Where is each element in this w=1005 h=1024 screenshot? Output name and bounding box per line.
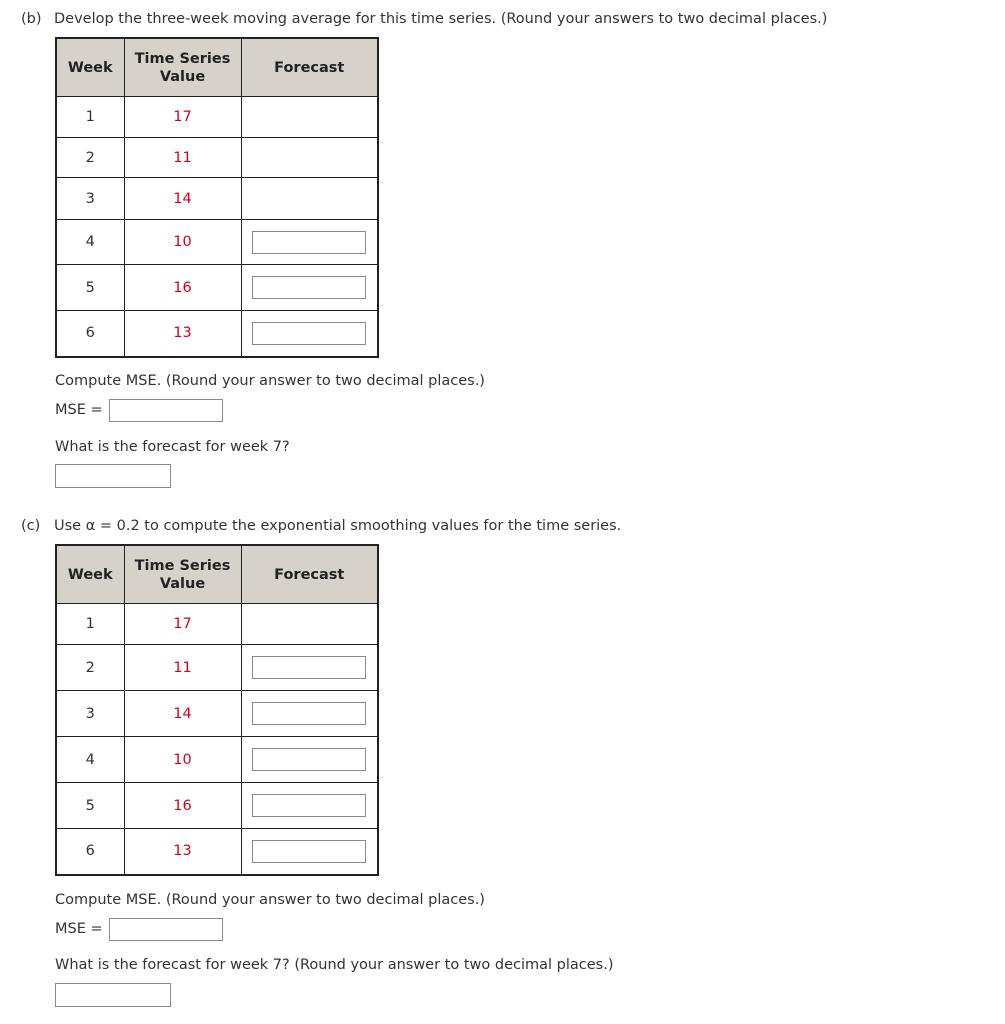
- table-row: [56, 178, 378, 220]
- forecast-cell: [241, 829, 378, 875]
- forecast-cell-empty: [241, 604, 378, 645]
- value-cell: 17: [124, 97, 241, 138]
- table-row: [56, 691, 378, 737]
- forecast-cell: [241, 311, 378, 357]
- smoothing-input-week-3[interactable]: [252, 702, 366, 725]
- forecast-input-week-6[interactable]: [252, 322, 366, 345]
- value-cell: 17: [124, 604, 241, 645]
- exponential-smoothing-table: [55, 544, 379, 876]
- time-series-value-column-header: Time Series Value: [124, 545, 241, 604]
- week-cell: 2: [56, 138, 124, 178]
- forecast-cell: [241, 737, 378, 783]
- smoothing-input-week-5[interactable]: [252, 794, 366, 817]
- part-b-mse-input[interactable]: [109, 399, 223, 422]
- value-cell: 16: [124, 265, 241, 311]
- value-cell: 13: [124, 311, 241, 357]
- forecast-cell: [241, 265, 378, 311]
- moving-average-table: [55, 37, 379, 358]
- table-header-row: [56, 38, 378, 97]
- forecast-cell-empty: [241, 138, 378, 178]
- week-cell: 4: [56, 220, 124, 265]
- part-c-week7-forecast-input[interactable]: [55, 983, 171, 1007]
- value-cell: 16: [124, 783, 241, 829]
- value-cell: 13: [124, 829, 241, 875]
- week-column-header: Week: [56, 38, 124, 97]
- value-cell: 11: [124, 138, 241, 178]
- mse-label: MSE =: [55, 402, 103, 418]
- forecast-column-header: Forecast: [241, 38, 378, 97]
- week-column-header: Week: [56, 545, 124, 604]
- part-b-heading: [21, 11, 827, 27]
- forecast-cell: [241, 220, 378, 265]
- table-header-row: [56, 545, 378, 604]
- table-row: [56, 783, 378, 829]
- value-cell: 14: [124, 178, 241, 220]
- part-c-letter: (c): [21, 518, 41, 534]
- week-cell: 5: [56, 265, 124, 311]
- forecast-cell: [241, 691, 378, 737]
- part-b-mse-prompt: Compute MSE. (Round your answer to two decimal places.): [55, 373, 485, 389]
- mse-label: MSE =: [55, 921, 103, 937]
- week-cell: 4: [56, 737, 124, 783]
- value-cell: 10: [124, 220, 241, 265]
- part-c-mse-prompt: Compute MSE. (Round your answer to two decimal places.): [55, 892, 485, 908]
- forecast-cell: [241, 783, 378, 829]
- forecast-column-header: Forecast: [241, 545, 378, 604]
- forecast-input-week-5[interactable]: [252, 276, 366, 299]
- smoothing-input-week-2[interactable]: [252, 656, 366, 679]
- part-c-mse-row: [55, 917, 223, 941]
- part-c-week7-prompt: What is the forecast for week 7? (Round your answer to two decimal places.): [55, 957, 614, 973]
- table-row: [56, 737, 378, 783]
- table-row: [56, 311, 378, 357]
- table-row: [56, 645, 378, 691]
- part-c-heading: [21, 518, 621, 534]
- forecast-cell-empty: [241, 97, 378, 138]
- value-cell: 10: [124, 737, 241, 783]
- forecast-cell-empty: [241, 178, 378, 220]
- part-b-instruction: Develop the three-week moving average for this time series. (Round your answers to two decimal places.): [54, 11, 828, 27]
- forecast-input-week-4[interactable]: [252, 231, 366, 254]
- table-row: [56, 829, 378, 875]
- part-b-mse-row: [55, 398, 223, 422]
- part-b-letter: (b): [21, 11, 42, 27]
- week-cell: 1: [56, 604, 124, 645]
- week-cell: 6: [56, 829, 124, 875]
- week-cell: 3: [56, 691, 124, 737]
- smoothing-input-week-6[interactable]: [252, 840, 366, 863]
- time-series-value-column-header: Time Series Value: [124, 38, 241, 97]
- table-row: [56, 97, 378, 138]
- smoothing-input-week-4[interactable]: [252, 748, 366, 771]
- forecast-cell: [241, 645, 378, 691]
- part-c-instruction: Use α = 0.2 to compute the exponential smoothing values for the time series.: [54, 518, 622, 534]
- table-row: [56, 265, 378, 311]
- week-cell: 3: [56, 178, 124, 220]
- value-cell: 14: [124, 691, 241, 737]
- week-cell: 6: [56, 311, 124, 357]
- week-cell: 1: [56, 97, 124, 138]
- week-cell: 2: [56, 645, 124, 691]
- week-cell: 5: [56, 783, 124, 829]
- part-c-mse-input[interactable]: [109, 918, 223, 941]
- table-row: [56, 138, 378, 178]
- value-cell: 11: [124, 645, 241, 691]
- table-row: [56, 220, 378, 265]
- table-row: [56, 604, 378, 645]
- part-b-week7-forecast-input[interactable]: [55, 464, 171, 488]
- part-b-week7-prompt: What is the forecast for week 7?: [55, 439, 290, 455]
